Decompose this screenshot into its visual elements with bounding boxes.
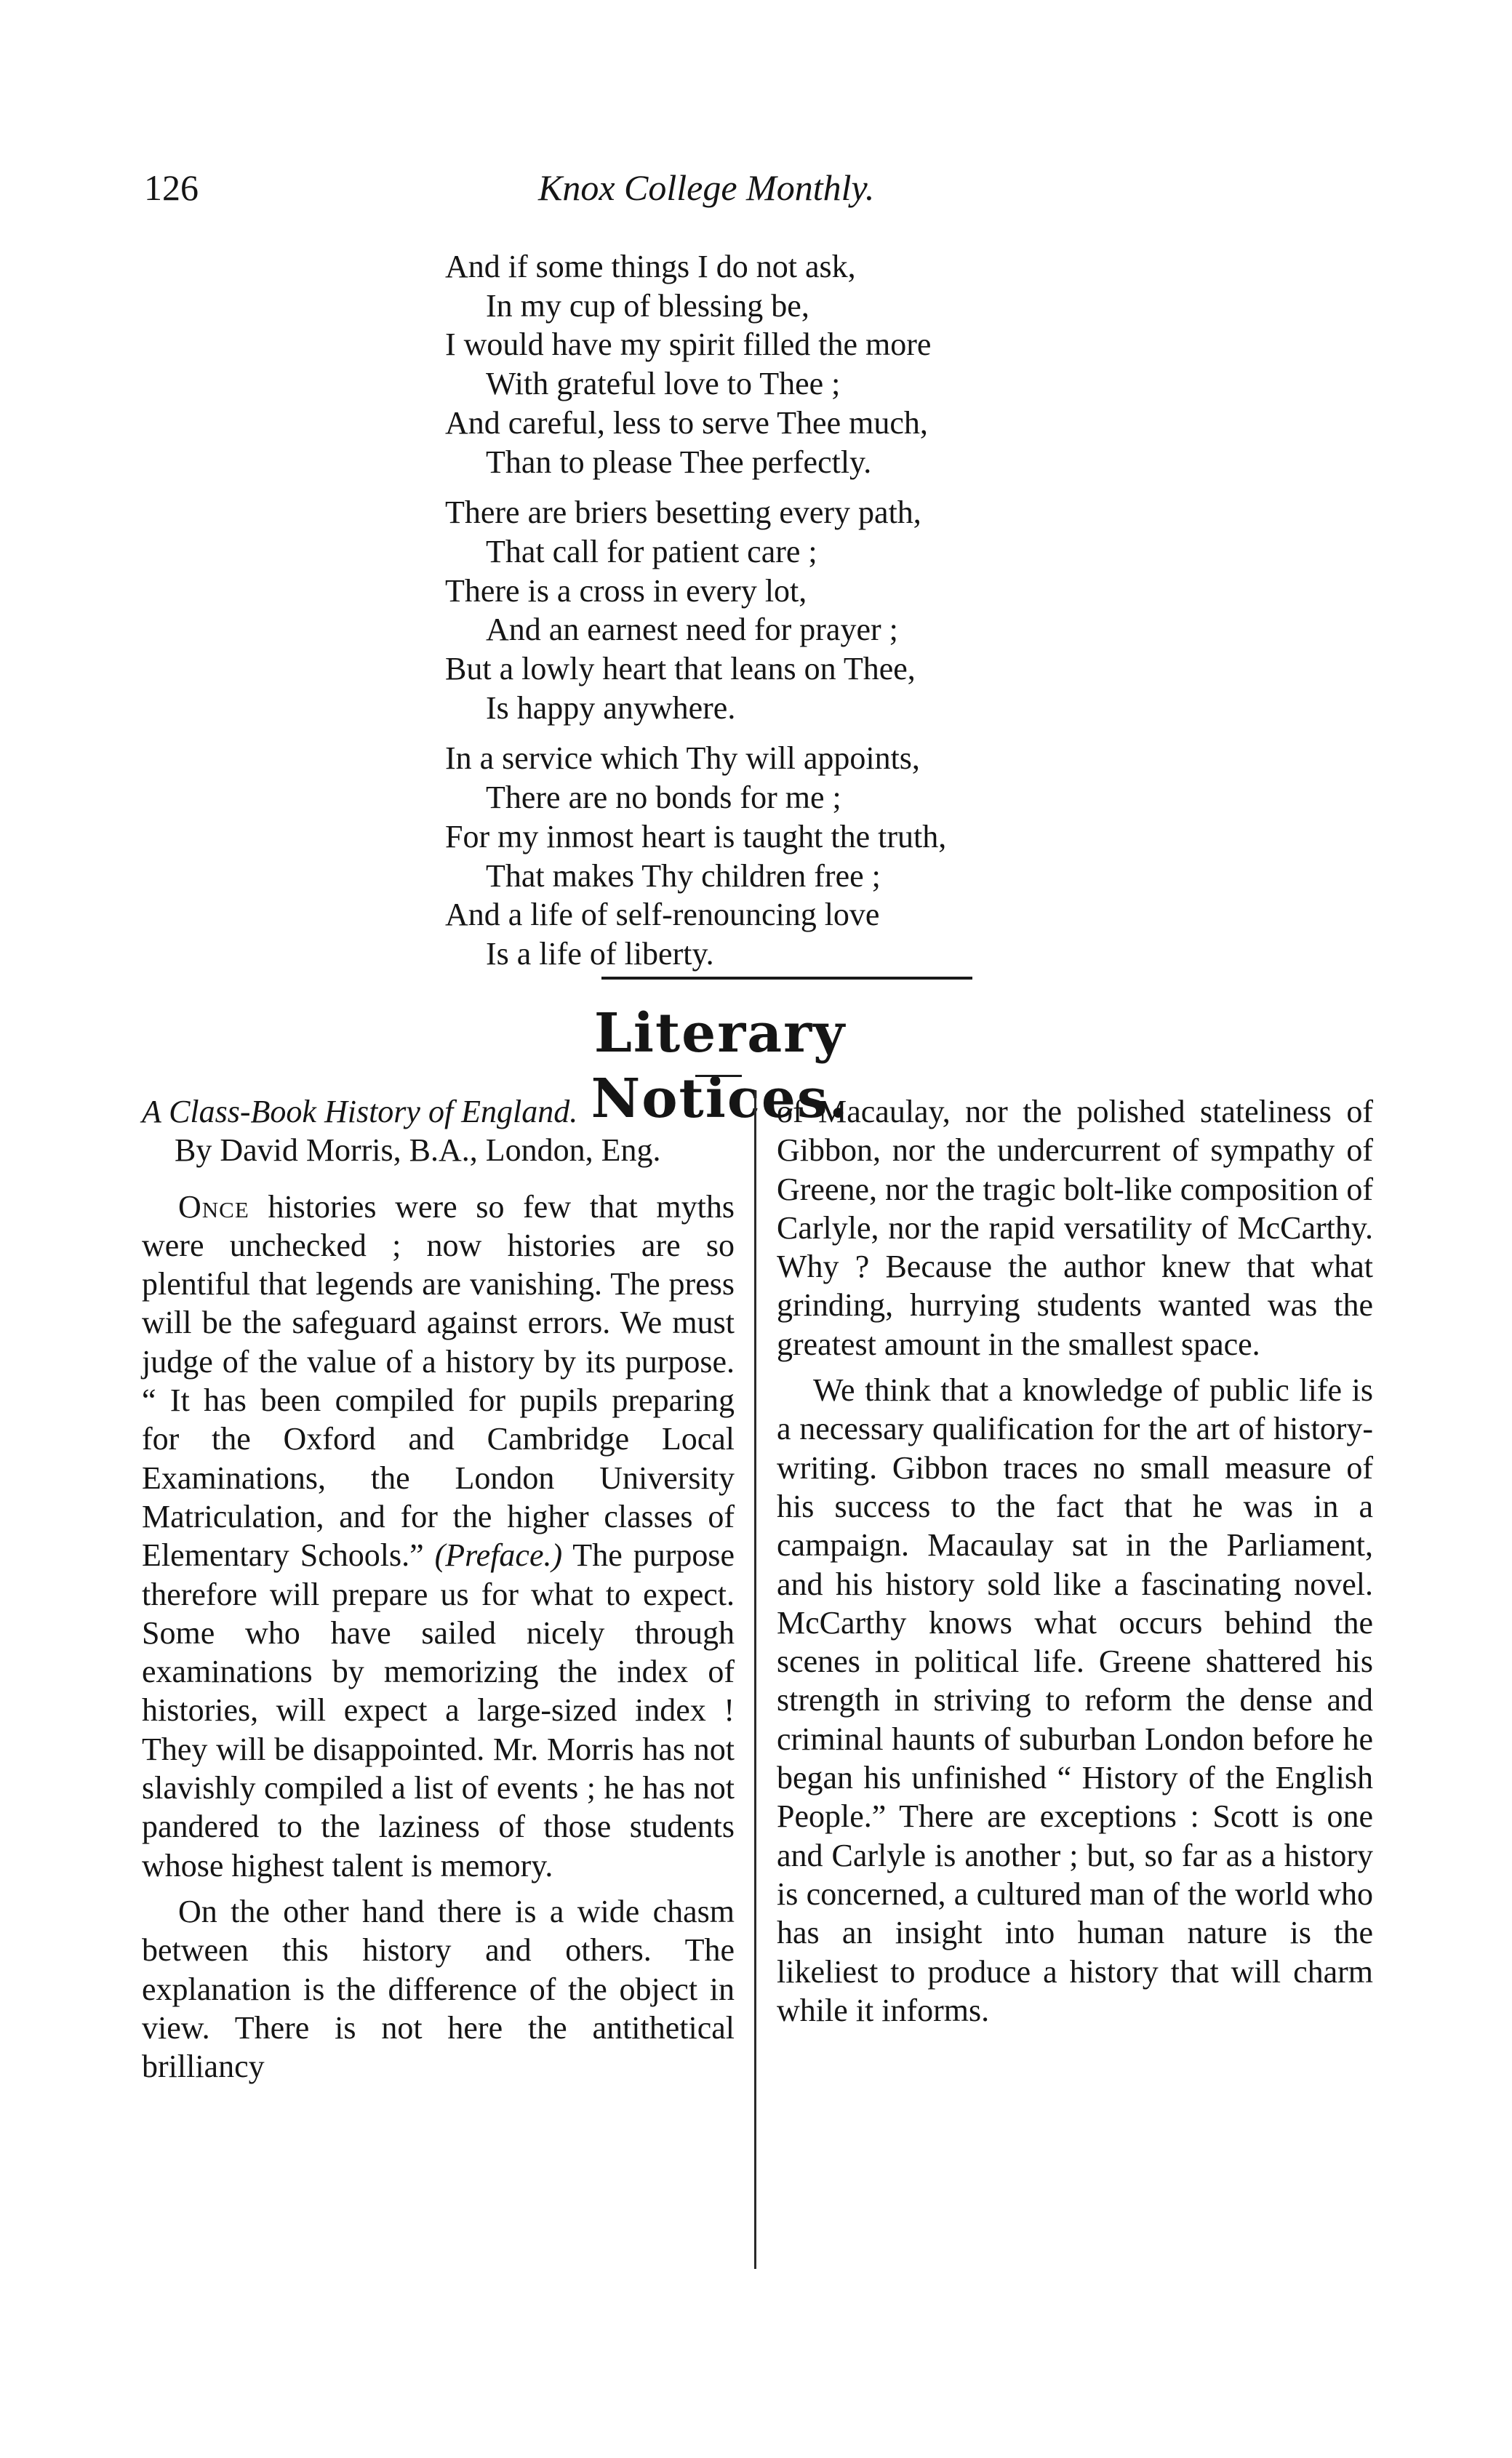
poem-line: There is a cross in every lot, — [445, 572, 807, 609]
poem-line: In a service which Thy will appoints, — [445, 740, 920, 777]
page-number: 126 — [144, 167, 199, 208]
poem-line: That makes Thy children free ; — [486, 857, 881, 894]
poem-line: Is a life of liberty. — [486, 935, 714, 972]
review-paragraph-4: We think that a knowledge of public life is a necessary qualification for the art of history-writing. Gibbon traces no small measure of his success to the fact that he was in a campaign. Macaulay sat in the Parliament, and his history sold like a fascinating novel. McCarthy knows what occurs behind the scenes in political life. Greene shattered his strength in striving to reform the dense and criminal haunts of suburban London before he began his unfinished “ History of the English People.” There are exceptions : Scott is one and Carlyle is another ; but, so far as a history is concerned, a cultured man of the world who has an insight into human nature is the likeliest to produce a history that will charm while it informs. — [777, 1372, 1373, 2028]
lead-word: Once — [178, 1188, 249, 1225]
poem-line: There are no bonds for me ; — [486, 780, 841, 816]
paragraph-text: histories were so few that myths were unchecked ; now histories are so plentiful that legends are vanishing. The press will be the safeguard against errors. We must judge of the value of a history by its purpose. “ It has been compiled for pupils preparing for the Oxford and Cambridge Local Examinations, the London University Matriculation, and for the higher classes of Elementary Schools.” — [142, 1188, 735, 1574]
left-column — [142, 1092, 735, 2093]
book-byline: By David Morris, B.A., London, Eng. — [175, 1132, 661, 1169]
preface-citation: (Preface.) — [434, 1537, 563, 1574]
poem-line: With grateful love to Thee ; — [486, 366, 841, 402]
running-title: Knox College Monthly. — [538, 167, 875, 208]
section-rule — [601, 977, 972, 980]
review-paragraph-3: of Macaulay, nor the polished stateliness of Gibbon, nor the undercurrent of sympathy of Greene, nor the tragic bolt-like composition of Carlyle, nor the rapid versatility of McCarthy. Why ? Because the author knew that what grinding, hurrying students wanted was the greatest amount in the smallest space. — [777, 1094, 1373, 1362]
review-paragraph-1 — [142, 1188, 735, 1885]
paragraph-text: The purpose therefore will prepare us for what to expect. Some who have sailed nicely through examinations by memorizing the index of histories, will expect a large-sized index ! They will be disappointed. Mr. Morris has not slavishly compiled a list of events ; he has not pandered to the laziness of those students whose highest talent is memory. — [142, 1537, 735, 1883]
poem — [445, 247, 1100, 985]
poem-line: And careful, less to serve Thee much, — [445, 404, 928, 441]
book-title: A Class-Book History of England. — [142, 1094, 578, 1129]
right-column — [777, 1092, 1373, 2037]
column-divider — [754, 1091, 756, 2269]
poem-line: There are briers besetting every path, — [445, 495, 921, 531]
heading-underline — [695, 1075, 742, 1077]
poem-line: And if some things I do not ask, — [445, 249, 856, 284]
review-heading — [142, 1092, 735, 1170]
poem-line: For my inmost heart is taught the truth, — [445, 818, 947, 854]
poem-line: I would have my spirit filled the more — [445, 327, 932, 363]
poem-line: But a lowly heart that leans on Thee, — [445, 651, 916, 687]
poem-line: And an earnest need for prayer ; — [486, 612, 898, 648]
poem-line: Is happy anywhere. — [486, 689, 736, 726]
review-paragraph-2: On the other hand there is a wide chasm between this history and others. The explanation is the difference of the object in view. There is not here the antithetical brilliancy — [142, 1893, 735, 2085]
poem-stanza-1 — [445, 247, 1100, 481]
poem-stanza-3 — [445, 739, 1100, 973]
section-heading: Literary Notices. — [591, 1002, 849, 1130]
poem-line: In my cup of blessing be, — [486, 287, 809, 324]
poem-line: That call for patient care ; — [486, 533, 817, 569]
poem-line: Than to please Thee perfectly. — [486, 444, 872, 480]
poem-stanza-2 — [445, 493, 1100, 727]
poem-line: And a life of self-renouncing love — [445, 897, 880, 933]
